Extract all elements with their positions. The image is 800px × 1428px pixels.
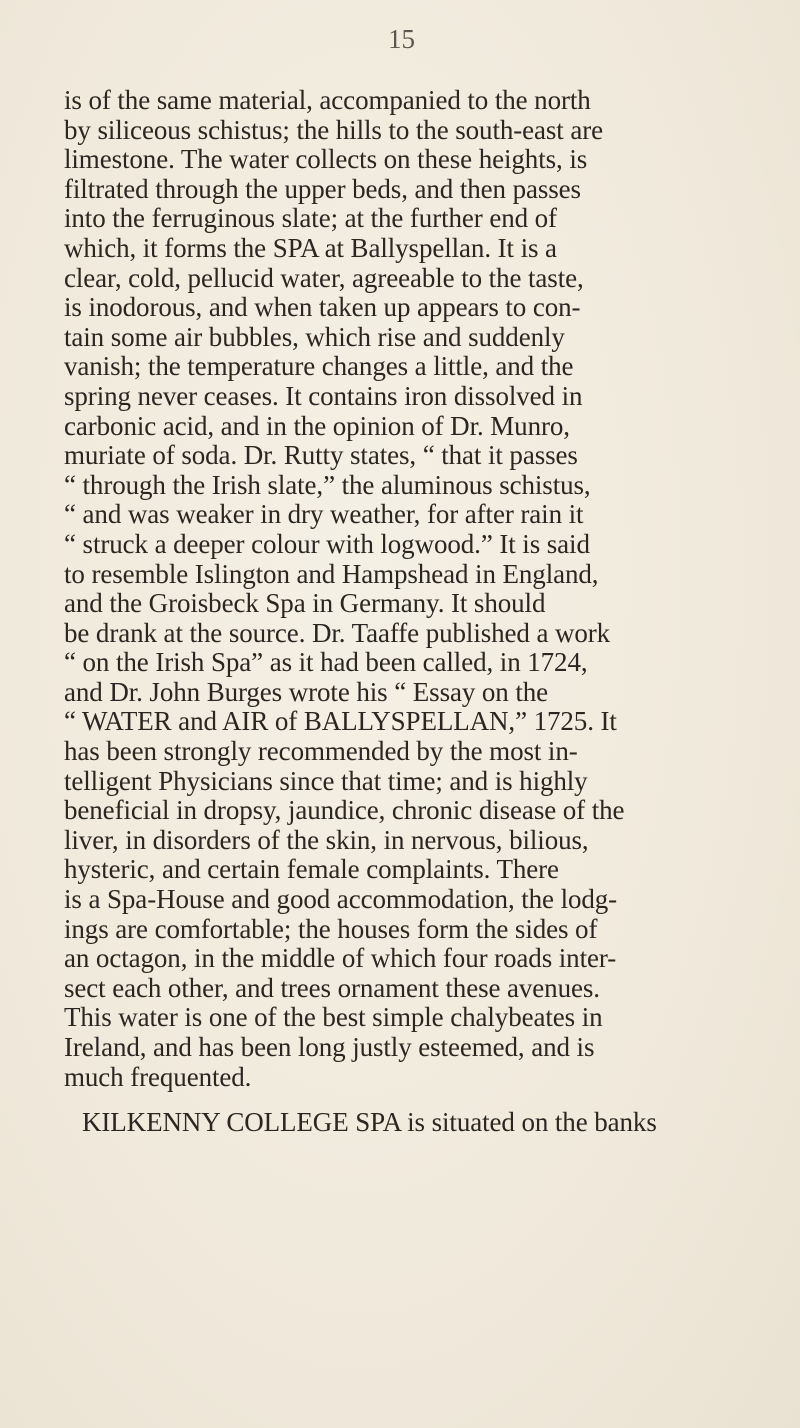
text-line: This water is one of the best simple chalybeates in <box>64 1002 603 1033</box>
text-line: telligent Physicians since that time; and is highly <box>64 765 588 796</box>
body-text <box>64 86 704 1138</box>
text-line: much frequented. <box>64 1061 252 1092</box>
text-line: which, it forms the SPA at Ballyspellan. It is a <box>64 232 557 263</box>
text-line: filtrated through the upper beds, and then passes <box>64 173 581 204</box>
text-line: carbonic acid, and in the opinion of Dr. Munro, <box>64 410 570 441</box>
paragraph-gap <box>64 1092 704 1108</box>
text-line: tain some air bubbles, which rise and suddenly <box>64 321 565 352</box>
text-line: Ireland, and has been long justly esteemed, and is <box>64 1032 595 1062</box>
text-line: muriate of soda. Dr. Rutty states, “ that it passes <box>64 440 578 471</box>
text-line: and Dr. John Burges wrote his “ Essay on the <box>64 676 549 707</box>
text-line: is of the same material, accompanied to the north <box>64 85 591 115</box>
text-line: into the ferruginous slate; at the further end of <box>64 203 557 234</box>
text-line: “ through the Irish slate,” the aluminous schistus, <box>64 469 591 500</box>
text-line: has been strongly recommended by the most in- <box>64 736 578 767</box>
text-line: liver, in disorders of the skin, in nervous, bilious, <box>64 824 589 855</box>
text-line: hysteric, and certain female complaints. There <box>64 854 559 885</box>
text-line: “ on the Irish Spa” as it had been called, in 1724, <box>64 647 588 678</box>
text-line: be drank at the source. Dr. Taaffe published a work <box>64 617 611 648</box>
text-line: ings are comfortable; the houses form the sides of <box>64 913 598 944</box>
text-line: sect each other, and trees ornament these avenues. <box>64 972 600 1003</box>
text-line: to resemble Islington and Hampshead in England, <box>64 558 599 589</box>
text-line: “ WATER and AIR of BALLYSPELLAN,” 1725. It <box>64 706 617 737</box>
text-line: spring never ceases. It contains iron dissolved in <box>64 380 583 411</box>
text-line: and the Groisbeck Spa in Germany. It should <box>64 588 546 619</box>
text-line: vanish; the temperature changes a little, and the <box>64 351 574 382</box>
text-line: beneficial in dropsy, jaundice, chronic disease of the <box>64 795 625 826</box>
text-line: is a Spa-House and good accommodation, the lodg- <box>64 884 618 915</box>
text-line: clear, cold, pellucid water, agreeable to the taste, <box>64 262 584 293</box>
text-line: limestone. The water collects on these heights, is <box>64 144 588 175</box>
text-line: by siliceous schistus; the hills to the south-east are <box>64 114 604 145</box>
text-line: is inodorous, and when taken up appears to con- <box>64 292 581 323</box>
page-number: 15 <box>388 24 415 54</box>
text-line: “ and was weaker in dry weather, for after rain it <box>64 499 584 530</box>
text-line: “ struck a deeper colour with logwood.” It is said <box>64 528 590 559</box>
text-line: an octagon, in the middle of which four roads inter- <box>64 943 617 974</box>
paragraph-start-line: KILKENNY COLLEGE SPA is situated on the banks <box>82 1107 657 1138</box>
